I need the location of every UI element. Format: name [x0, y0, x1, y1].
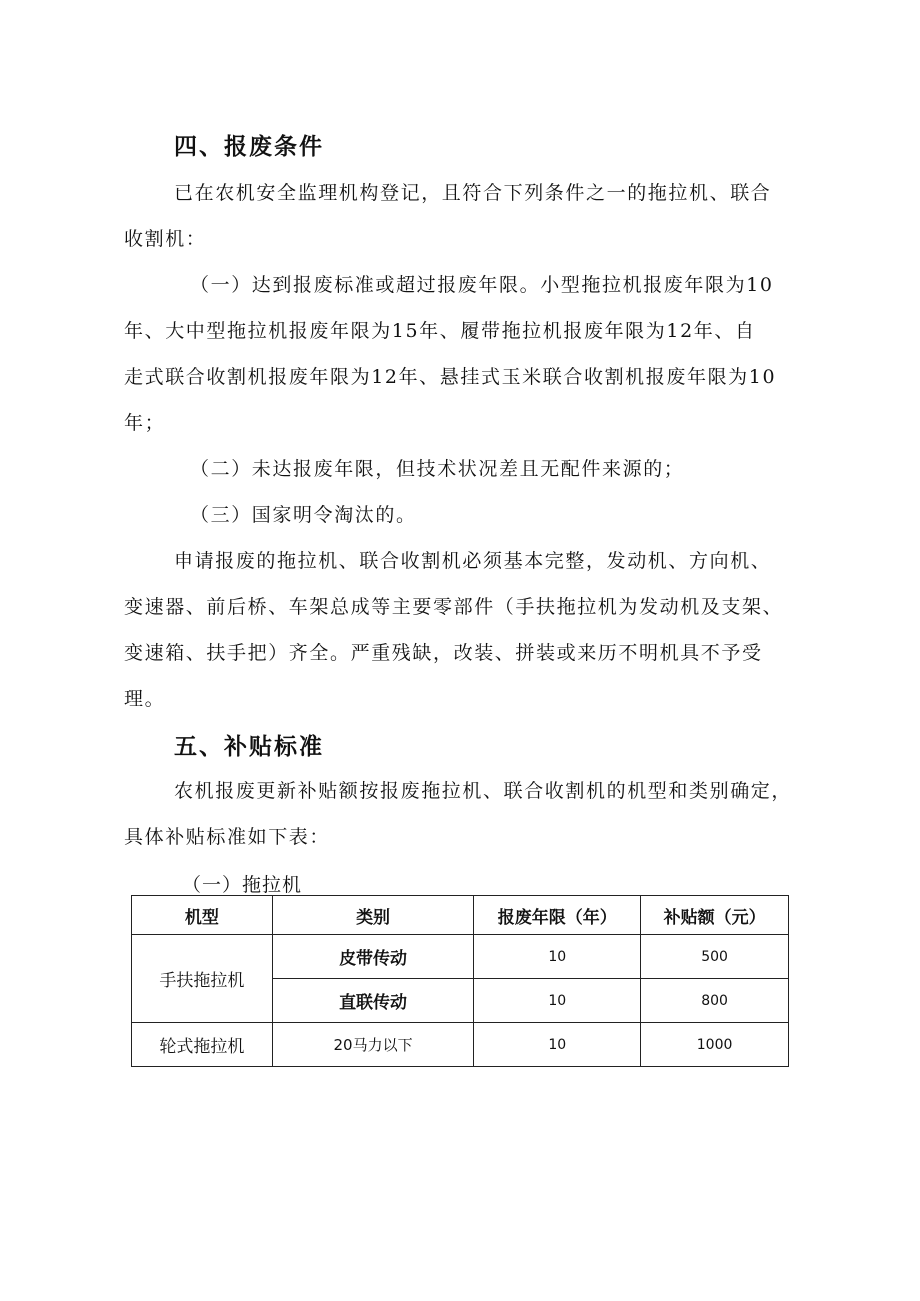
cell-amount: 500 [641, 935, 789, 979]
cell-years: 10 [474, 1023, 641, 1067]
cell-amount: 800 [641, 979, 789, 1023]
item2: （二）未达报废年限，但技术状况差且无配件来源的； [190, 458, 685, 480]
header-years: 报废年限（年） [474, 896, 641, 935]
cell-category: 直联传动 [272, 979, 474, 1023]
table-header-row [132, 896, 789, 935]
section4-intro-line2: 收割机： [124, 228, 207, 250]
section5-heading: 五、补贴标准 [174, 734, 324, 760]
item1-line2: 年、大中型拖拉机报废年限为15年、履带拖拉机报废年限为12年、自 [124, 320, 756, 342]
requirement-line1: 申请报废的拖拉机、联合收割机必须基本完整，发动机、方向机、 [174, 550, 772, 572]
table-row [132, 1023, 789, 1067]
item1-line3: 走式联合收割机报废年限为12年、悬挂式玉米联合收割机报废年限为10 [124, 366, 777, 388]
item3: （三）国家明令淘汰的。 [190, 504, 417, 526]
cell-years: 10 [474, 935, 641, 979]
header-category: 类别 [272, 896, 474, 935]
requirement-line2: 变速器、前后桥、车架总成等主要零部件（手扶拖拉机为发动机及支架、 [124, 596, 784, 618]
table-caption: （一）拖拉机 [182, 874, 303, 896]
cell-model: 轮式拖拉机 [132, 1023, 273, 1067]
section5-intro-line1: 农机报废更新补贴额按报废拖拉机、联合收割机的机型和类别确定， [174, 780, 793, 802]
table-row [132, 935, 789, 979]
header-model: 机型 [132, 896, 273, 935]
item1-line1: （一）达到报废标准或超过报废年限。小型拖拉机报废年限为10 [190, 274, 774, 296]
cell-category: 皮带传动 [272, 935, 474, 979]
cell-model: 手扶拖拉机 [132, 935, 273, 1023]
section4-heading: 四、报废条件 [174, 134, 324, 160]
requirement-line4: 理。 [124, 688, 166, 710]
cell-amount: 1000 [641, 1023, 789, 1067]
section5-intro-line2: 具体补贴标准如下表： [124, 826, 331, 848]
section4-intro-line1: 已在农机安全监理机构登记，且符合下列条件之一的拖拉机、联合 [174, 182, 772, 204]
requirement-line3: 变速箱、扶手把）齐全。严重残缺，改装、拼装或来历不明机具不予受 [124, 642, 763, 664]
cell-category: 20马力以下 [272, 1023, 474, 1067]
cell-years: 10 [474, 979, 641, 1023]
item1-line4: 年； [124, 412, 166, 434]
subsidy-table [131, 895, 789, 1067]
header-amount: 补贴额（元） [641, 896, 789, 935]
